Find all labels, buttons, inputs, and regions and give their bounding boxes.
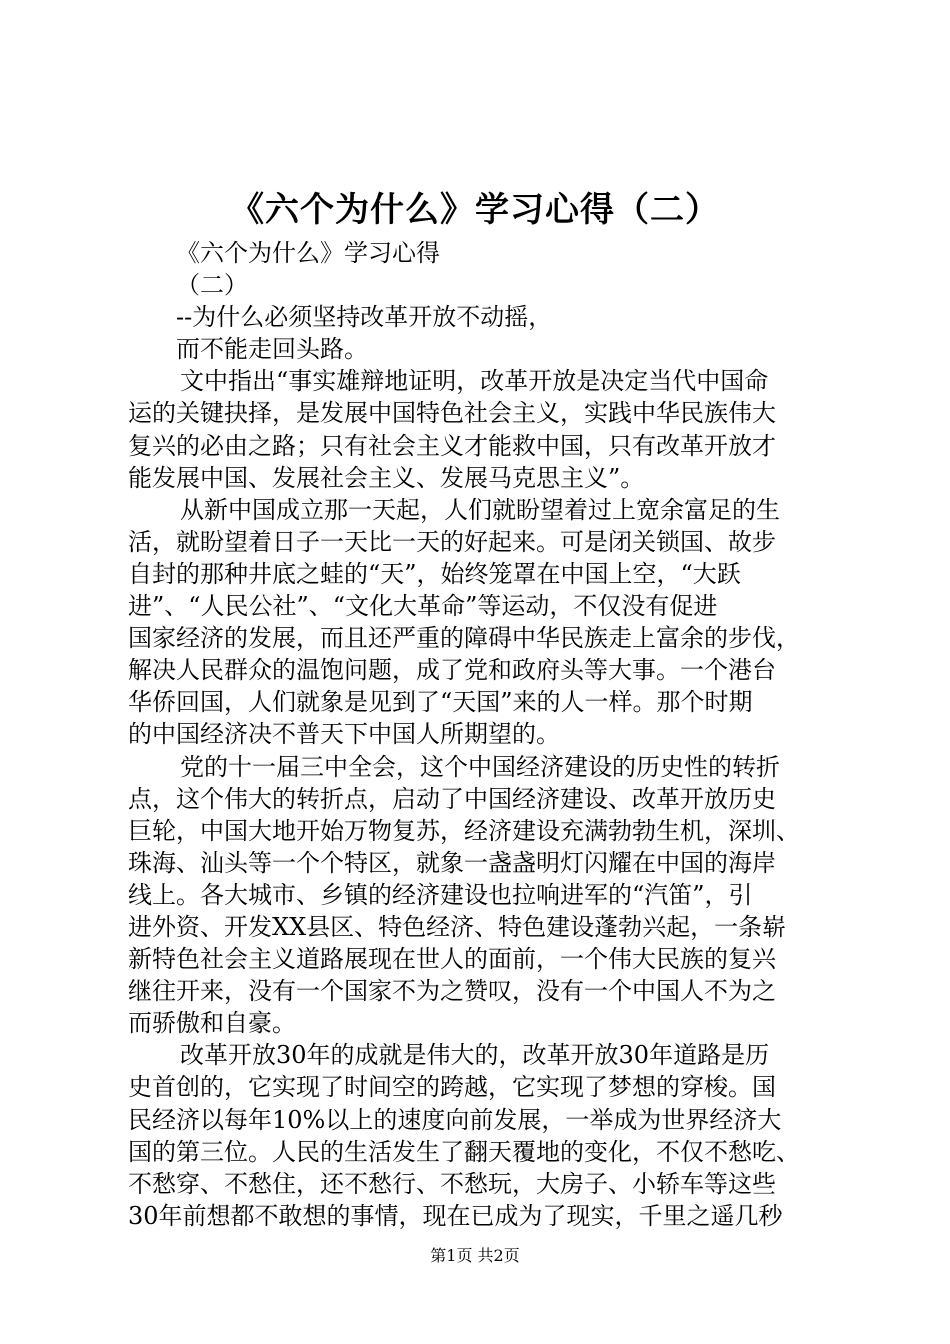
- document-title: 《六个为什么》学习心得（二）: [230, 190, 720, 230]
- paragraph-line: 而骄傲和自豪。: [128, 1009, 296, 1038]
- paragraph-line: 国的第三位。人民的生活发生了翻天覆地的变化，不仅不愁吃、: [128, 1137, 800, 1166]
- paragraph-line: 从新中国成立那一天起，人们就盼望着过上宽余富足的生: [180, 495, 780, 524]
- subtitle-line: 《六个为什么》学习心得: [176, 239, 440, 267]
- paragraph-line: 党的十一届三中全会，这个中国经济建设的历史性的转折: [180, 752, 780, 781]
- paragraph-line: 30年前想都不敢想的事情，现在已成为了现实，千里之遥几秒: [128, 1201, 783, 1230]
- paragraph-line: 进外资、开发XX县区、特色经济、特色建设蓬勃兴起，一条崭: [128, 912, 787, 941]
- paragraph-line: 新特色社会主义道路展现在世人的面前，一个伟大民族的复兴: [128, 945, 776, 974]
- paragraph-line: 国家经济的发展，而且还严重的障碍中华民族走上富余的步伐，: [128, 624, 800, 653]
- paragraph-line: 继往开来，没有一个国家不为之赞叹，没有一个中国人不为之: [128, 977, 776, 1006]
- subtitle-line: （二）: [176, 271, 248, 300]
- paragraph-line: 民经济以每年10%以上的速度向前发展，一举成为世界经济大: [128, 1105, 782, 1134]
- paragraph-line: 巨轮，中国大地开始万物复苏，经济建设充满勃勃生机，深圳、: [128, 816, 800, 845]
- paragraph-line: 的中国经济决不普天下中国人所期望的。: [128, 720, 560, 749]
- paragraph-line: 复兴的必由之路；只有社会主义才能救中国，只有改革开放才: [128, 431, 776, 460]
- paragraph-line: 线上。各大城市、乡镇的经济建设也拉响进军的“汽笛”，引: [128, 880, 753, 909]
- paragraph-line: 活，就盼望着日子一天比一天的好起来。可是闭关锁国、故步: [128, 527, 776, 556]
- paragraph-line: 能发展中国、发展社会主义、发展马克思主义”。: [128, 463, 645, 492]
- paragraph-line: 解决人民群众的温饱问题，成了党和政府头等大事。一个港台: [128, 656, 776, 685]
- paragraph-line: 文中指出“事实雄辩地证明，改革开放是决定当代中国命: [180, 367, 769, 396]
- paragraph-line: 史首创的，它实现了时间空的跨越，它实现了梦想的穿梭。国: [128, 1073, 776, 1102]
- paragraph-line: 运的关键抉择，是发展中国特色社会主义，实践中华民族伟大: [128, 399, 776, 428]
- paragraph-line: 进”、“人民公社”、“文化大革命”等运动，不仅没有促进: [128, 592, 718, 621]
- paragraph-line: 不愁穿、不愁住，还不愁行、不愁玩，大房子、小轿车等这些: [128, 1169, 776, 1198]
- document-body: [128, 237, 828, 1232]
- paragraph-line: 华侨回国，人们就象是见到了“天国”来的人一样。那个时期: [128, 688, 753, 717]
- paragraph-line: 自封的那种井底之蛙的“天”，始终笼罩在中国上空，“大跃: [128, 559, 741, 588]
- paragraph-line: 点，这个伟大的转折点，启动了中国经济建设、改革开放历史: [128, 784, 776, 813]
- paragraph-line: 改革开放30年的成就是伟大的，改革开放30年道路是历: [180, 1041, 770, 1070]
- subtitle-line: --为什么必须坚持改革开放不动摇，: [176, 303, 553, 332]
- paragraph-line: 珠海、汕头等一个个特区，就象一盏盏明灯闪耀在中国的海岸: [128, 848, 776, 877]
- subtitle-line: 而不能走回头路。: [176, 335, 368, 364]
- page-footer: 第1页 共2页: [430, 1246, 520, 1265]
